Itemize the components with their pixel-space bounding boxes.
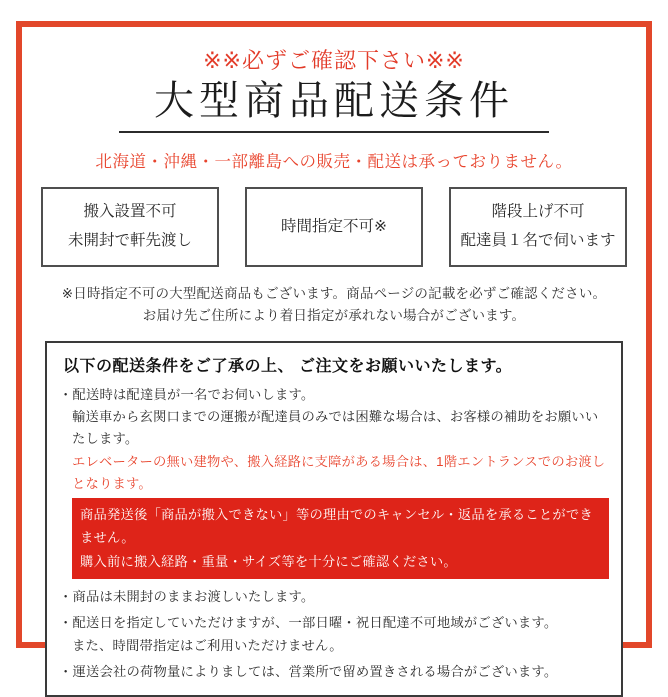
term-item-carrier-hold: ・運送会社の荷物量によりましては、営業所で留め置きされる場合がございます。 [59,663,558,679]
notice-content [22,27,646,679]
date-specification-note-line2: お届け先ご住所により着日指定が承れない場合がございます。 [142,308,526,324]
condition-box-stairs-line2: 配達員１名で伺います [460,232,616,249]
condition-box-install [41,187,219,267]
term-item-delivery-date: ・配送日を指定していただけますが、一部日曜・祝日配達不可地域がございます。 [59,615,558,631]
notice-frame [16,21,652,679]
condition-box-install-line1: 搬入設置不可 [83,203,177,221]
condition-box-time-line1: 時間指定不可※ [281,217,387,235]
condition-box-stairs [449,187,627,267]
terms-box [45,341,623,697]
condition-boxes-row [22,187,646,267]
cancel-return-warning-line1: 商品発送後「商品が搬入できない」等の理由でのキャンセル・返品を承ることができません。 [80,507,593,546]
cancel-return-warning-box [72,498,609,579]
cancel-return-warning-line2: 購入前に搬入経路・重量・サイズ等を十分にご確認ください。 [80,553,457,569]
term-item-delivery-staff: ・配送時は配達員が一名でお伺いします。 [59,386,315,402]
top-attention-notice: ※※必ずご確認下さい※※ [203,48,465,73]
term-item-carry-assist: 輸送車から玄関口までの運搬が配達員のみでは困難な場合は、お客様の補助をお願いいたします。 [72,408,599,447]
term-item-elevator-warning: エレベーターの無い建物や、搬入経路に支障がある場合は、1階エントランスでのお渡しとなります。 [72,453,606,491]
page-title: 大型商品配送条件 [154,79,514,123]
term-item-unopened: ・商品は未開封のままお渡しいたします。 [59,588,315,604]
date-specification-note-line1: ※日時指定不可の大型配送商品もございます。商品ページの記載を必ずご確認ください。 [61,286,607,301]
title-underline [119,131,549,133]
terms-heading: 以下の配送条件をご了承の上、 ご注文をお願いいたします。 [63,357,513,375]
region-restriction-note: 北海道・沖縄・一部離島への販売・配送は承っておりません。 [95,153,573,171]
condition-box-stairs-line1: 階段上げ不可 [491,203,585,221]
term-item-no-time-slot: また、時間帯指定はご利用いただけません。 [72,637,343,653]
date-specification-note [22,283,646,328]
condition-box-install-line2: 未開封で軒先渡し [67,232,192,249]
condition-box-time [245,187,423,267]
